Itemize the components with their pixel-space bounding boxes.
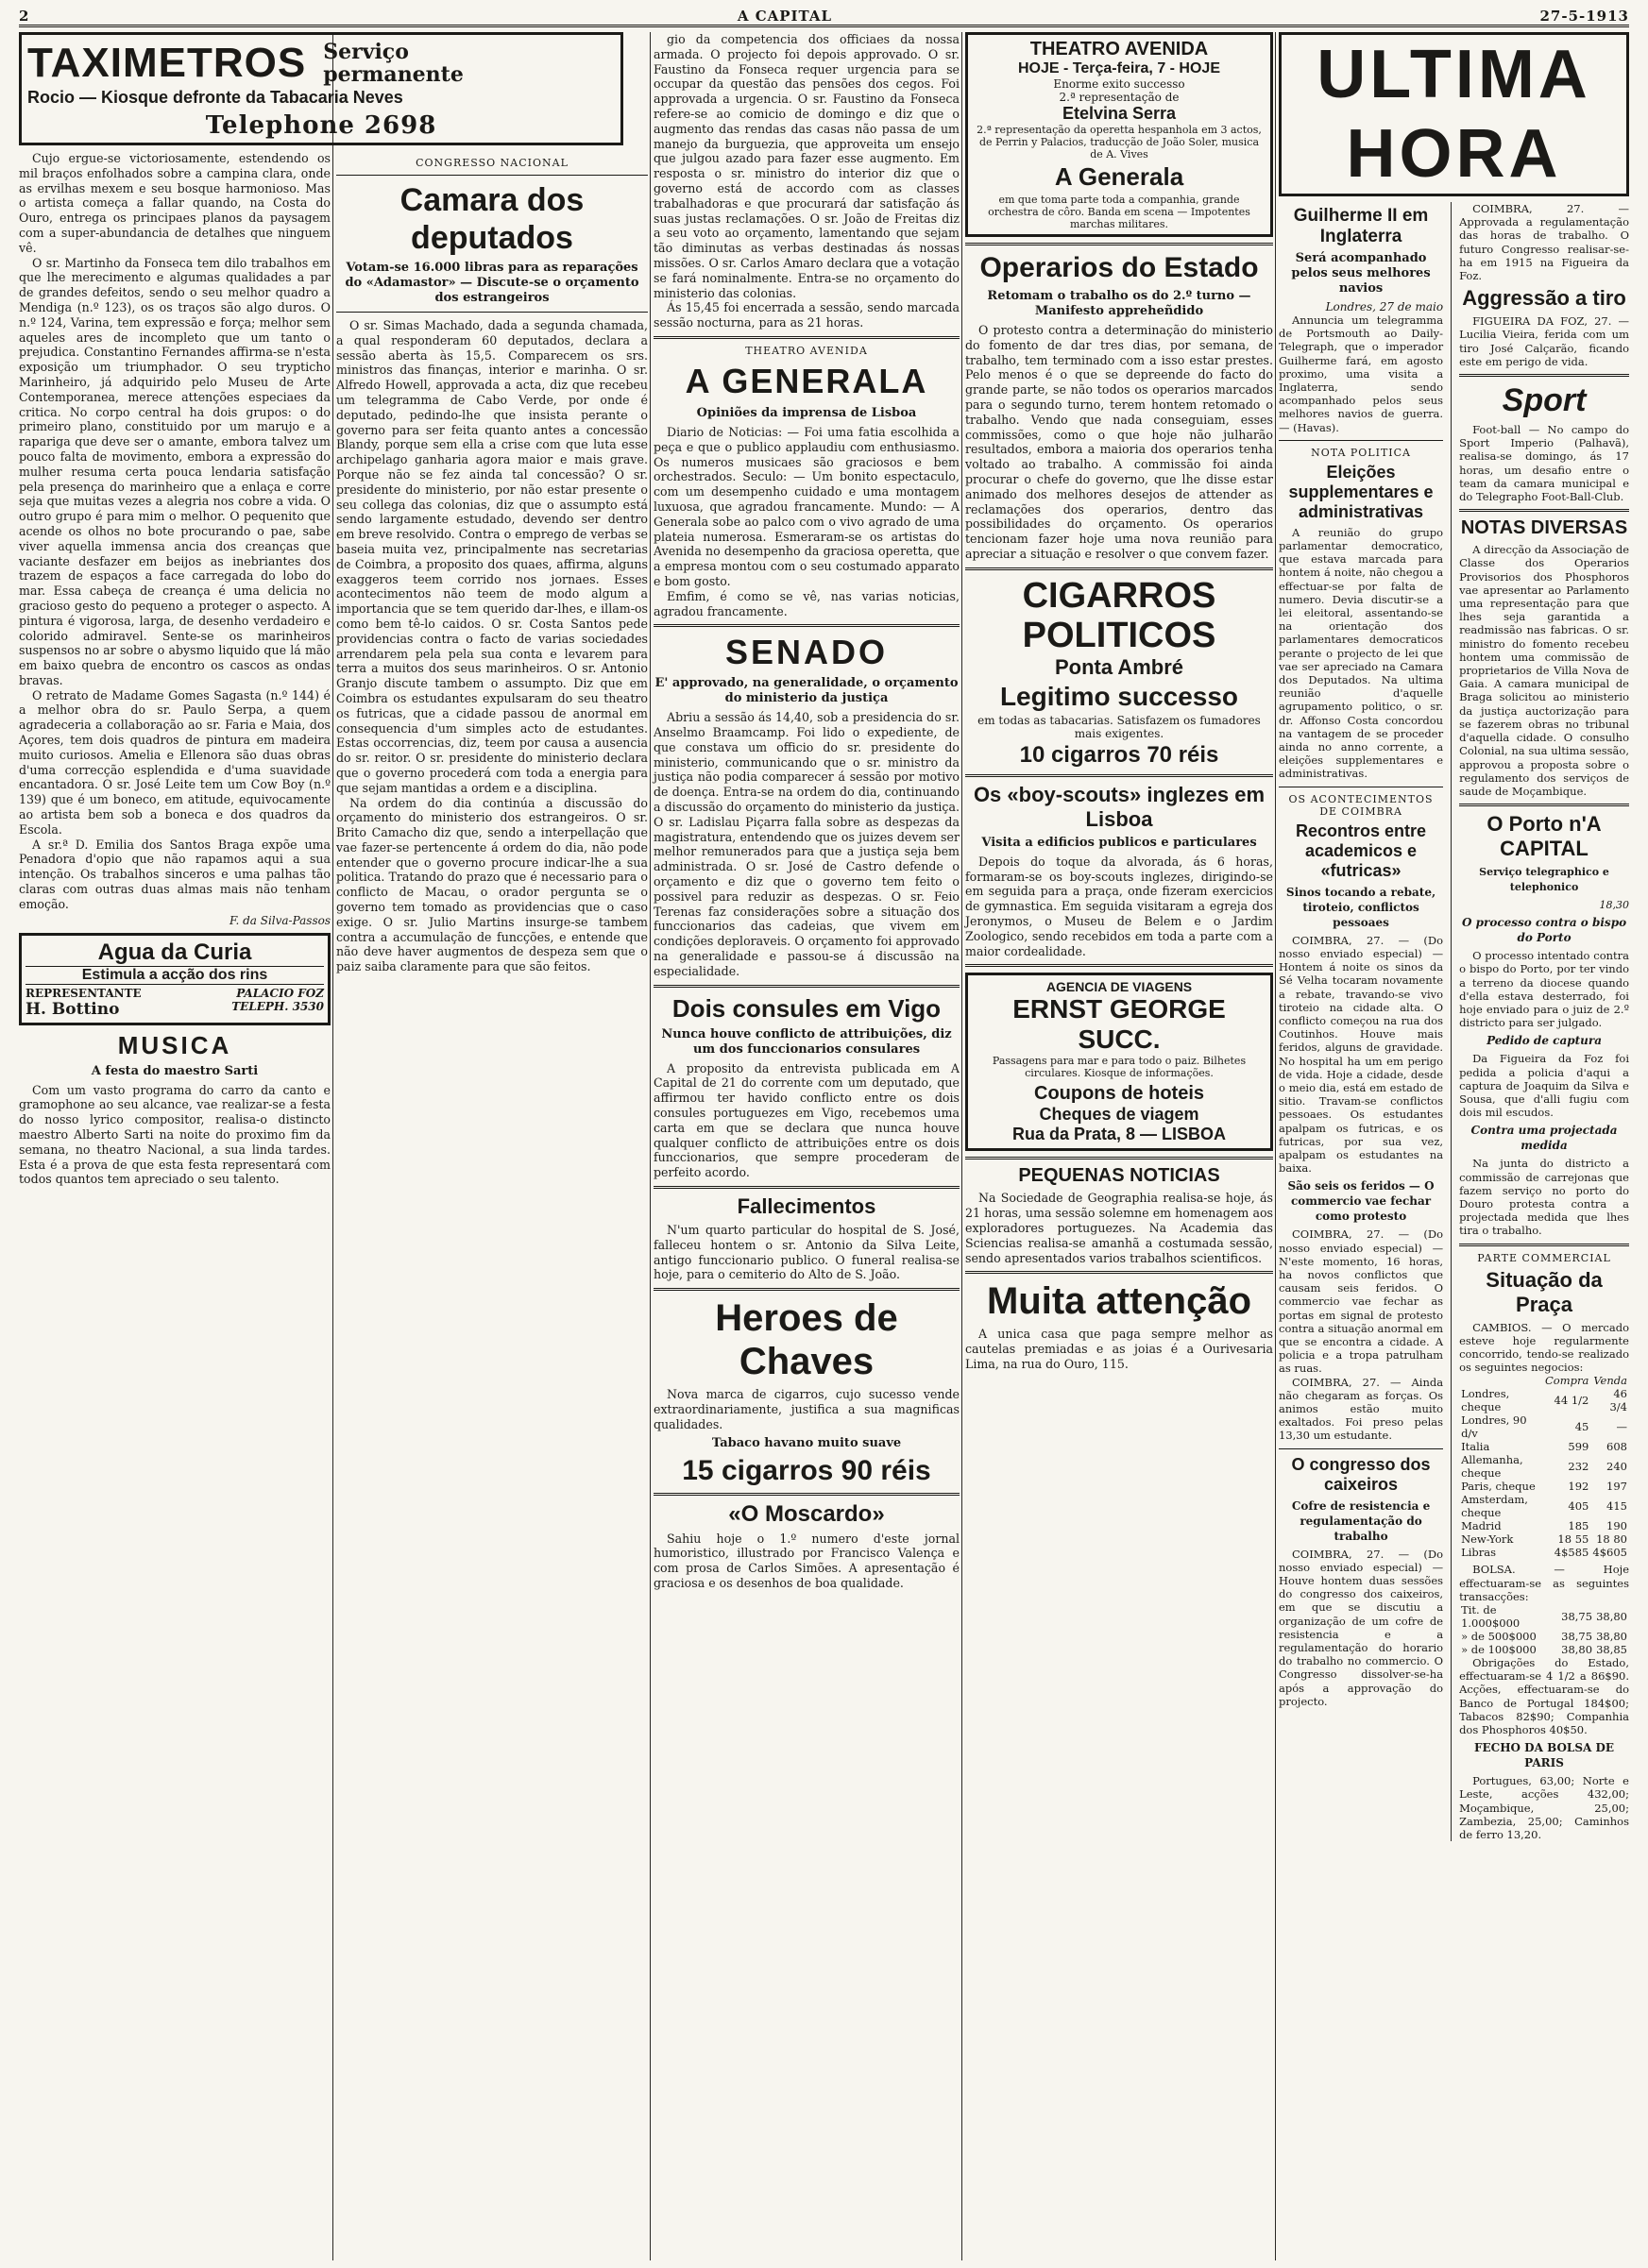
table-cell: Paris, cheque [1461, 1480, 1536, 1494]
table-cell: 192 [1568, 1480, 1589, 1494]
musica-section [19, 1031, 331, 1188]
article-signature: F. da Silva-Passos [229, 913, 331, 927]
feridos-title: São seis os feridos — O commercio vae fechar como protesto [1287, 1179, 1435, 1224]
column-rule [961, 32, 962, 2260]
table-cell: 608 [1606, 1440, 1627, 1454]
article-paragraph: Abriu a sessão ás 14,40, sob a presidencia do sr. Anselmo Braamcamp. Foi lido o expediente, de que constava um officio do sr. presidente do ministerio, communicando que o sr. ministro da justiça não podia comparecer á sessão por motivo de doença. Entra-se na ordem do dia, continuando a discussão do orçamento do ministerio da justiça. O sr. Ladislau Piçarra falla sobre as despezas da magistratura, entendendo que os juizes devem ser melhor remunerados para que a justiça seja bem administrada. O sr. José de Castro defende o orçamento e diz que o governo tem feito o possivel para reduzir as despezas. O sr. Feio Terenas faz considerações sobre a situação dos funccionarios das cadeias, que vivem em condições deploraveis. O orçamento foi approvado na generalidade e passou-se á discussão na especialidade. [654, 710, 960, 978]
table-cell: 38,75 [1561, 1629, 1593, 1643]
fecho-title: FECHO DA BOLSA DE PARIS [1474, 1741, 1615, 1770]
musica-body: Com um vasto programa do carro da canto e gramophone ao seu alcance, vae realizar-se a festa do nosso lyrico compositor, realisa-o distincto maestro Alberto Sarti na noite do proximo fim da semana, no theatro Nacional, a sua linda tardes. Esta é a prova de que esta festa representará com todos quantos tem apreciado o seu talento. [19, 1082, 331, 1187]
column-2 [336, 151, 648, 2260]
aggressao-title: Aggressão a tiro [1462, 286, 1626, 311]
operarios-sub: Retomam o trabalho os do 2.º turno — Manifesto appreheñdido [987, 289, 1251, 318]
porto-time: 18,30 [1599, 899, 1629, 912]
article-paragraph: A direcção da Associação de Classe dos Operarios Provisorios dos Phosphoros vae apresentar ao Parlamento uma representação para que lhes seja garantida a readmissão nas fabricas. O sr. ministro do fomento recebeu hontem uma commissão de proprietarios de Villa Nova de Gaia. A camara municipal de Braga solicitou ao ministerio da justiça auctorização para se fazerem obras no tribunal d'aquella cidade. O consulho Colonial, na sua ultima sessão, approvou a proposta sobre o regulamento dos serviços de saude de Moçambique. [1459, 543, 1629, 798]
taximetros-service: Serviço permanente [323, 40, 464, 87]
agua-rep: REPRESENTANTE [25, 986, 142, 1000]
table-cell: 38,75 [1561, 1609, 1593, 1623]
senado-sub: E' approvado, na generalidade, o orçamento do ministerio da justiça [654, 676, 959, 706]
table-row [1459, 1493, 1629, 1519]
theatro-note: em que toma parte toda a companhia, grande orchestra de côro. Banda em scena — Impotentes marchas militares. [988, 194, 1250, 230]
camara-title: Camara dos deputados [399, 182, 585, 256]
generala-sub: Opiniões da imprensa de Lisboa [696, 405, 917, 420]
theatro-rep: 2.ª representação de [1059, 91, 1180, 104]
cigarros-brand: Ponta Ambré [1054, 654, 1184, 679]
table-row [1459, 1603, 1629, 1630]
article-paragraph: Ás 15,45 foi encerrada a sessão, sendo marcada sessão nocturna, para as 21 horas. [654, 300, 960, 330]
cigarros-ad [965, 576, 1273, 769]
heroes-price: 15 cigarros 90 réis [682, 1454, 931, 1486]
table-cell: 405 [1568, 1499, 1589, 1514]
coimbra-title: Recontros entre academicos e «futricas» [1296, 821, 1427, 880]
camara-sub: Votam-se 16.000 libras para as reparações do «Adamastor» — Discute-se o orçamento dos estrangeiros [345, 261, 639, 305]
table-cell: 415 [1606, 1499, 1627, 1514]
agua-tel: TELEPH. 3530 [231, 999, 324, 1013]
page-number: 2 [19, 8, 30, 25]
article-paragraph: COIMBRA, 27. — (Do nosso enviado especial) — N'este momento, 16 horas, ha novos conflictos que causam seis feridos. O commercio vae fechar as portas em signal de protesto contra a situação anormal em que se encontra a cidade. A policia e a tropa patrulham as ruas. [1279, 1227, 1444, 1376]
taximetros-location: Rocio — Kiosque defronte da Tabacaria Neves [27, 88, 403, 107]
article-exhibition [19, 151, 331, 927]
table-cell: 197 [1606, 1480, 1627, 1494]
ultima-hora-banner: ULTIMA HORA [1279, 32, 1629, 196]
article-paragraph: O protesto contra a determinação do ministerio do fomento de dar tres dias, por semana, de trabalho, tem terminado com a isso estar prestes. Pelo menos é o que se depreende do facto do grande parte, se não todos os operarios marcados para o segundo turno, terem hontem retomado o trabalho. Vendo que nada conseguiam, esses commissões, como o que hoje não julharão resultados, embora a maioria dos operarios tenha voltado ao trabalho. A commissão foi ainda procurar o chefe do governo, que lhe disse estar animado dos melhores desejos de attender as reclamações dos operarios, dentro das possibilidades do orçamento. Os operarios tencionam fazer hoje uma nova reunião para apreciar a situação e resolver o que convem fazer. [965, 323, 1273, 561]
comercial-kicker: PARTE COMMERCIAL [1477, 1251, 1611, 1264]
table-row [1459, 1480, 1629, 1493]
table-cell: 45 [1574, 1420, 1589, 1434]
table-cell: Amsterdam, cheque [1461, 1493, 1528, 1520]
article-paragraph: Na junta do districto a commissão de carrejonas que fazem serviço no porto do Douro protesta contra a projectada medida que lhes tira o trabalho. [1459, 1157, 1629, 1238]
article-paragraph: COIMBRA, 27. — Approvada a regulamentação das horas de trabalho. O futuro Congresso realisar-se-ha em 1915 na Figueira da Foz. [1459, 202, 1629, 283]
porto-title: O Porto n'A CAPITAL [1487, 812, 1602, 861]
article-paragraph: Na ordem do dia continúa a discussão do orçamento do ministerio dos estrangeiros. O sr. Brito Camacho diz que, sendo a interpellação que vae fazer-se pertencente á ordem do dia, não pode entender que o governo procure indicar-lhe a sua politica. Tratando do prazo que é necessario para o conflicto de Macau, o orador pergunta se o governo tem tomado as providencias que o caso exige. O sr. Julio Martins insurge-se tambem contra a accumulação de funcções, e entende que não deve haver augmentos de despeza sem que o paiz saiba claramente para que são feitos. [336, 795, 648, 974]
column-rule [650, 32, 651, 2260]
bolsa-table [1459, 1603, 1629, 1656]
article-paragraph: A reunião do grupo parlamentar democratico, que estava marcada para hontem á noite, não chegou a effectuar-se por falta de numero. Devia discutir-se a lei eleitoral, assentando-se na orientação dos parlamentares democraticos perante o projecto de lei que vae ser apreciado na Camara dos Deputados. Na ultima reunião d'aquelle agrupamento politico, o sr. dr. Affonso Costa concordou na vantagem de se proceder ainda no anno corrente, a eleições supplementares e administrativas. [1279, 525, 1444, 781]
heroes-body: Nova marca de cigarros, cujo sucesso vende extraordinariamente, justifica a sua magnificas qualidades. [654, 1387, 960, 1431]
table-cell: 232 [1568, 1460, 1589, 1474]
table-cell: 38,80 [1596, 1629, 1627, 1643]
table-cell: 18 55 [1557, 1532, 1589, 1547]
column-4 [965, 32, 1273, 2260]
column-3 [654, 32, 960, 2260]
article-paragraph: O processo intentado contra o bispo do Porto, por ter vindo a terreno da diocese quando d'ella estava desterrado, foi hoje enviado para o juiz de 2.º districto para ser julgado. [1459, 949, 1629, 1030]
agencia-body: Passagens para mar e para todo o paiz. Bilhetes circulares. Kiosque de informações. [992, 1055, 1247, 1080]
table-header-cell: Venda [1593, 1374, 1627, 1388]
table-cell: 4$605 [1592, 1546, 1627, 1560]
table-cell: — [1616, 1420, 1627, 1434]
table-row [1459, 1453, 1629, 1480]
article-paragraph: N'um quarto particular do hospital de S. José, falleceu hontem o sr. Antonio da Silva Leite, antigo funccionario publico. O funeral realisa-se hoje, para o cemiterio do Alto de S. João. [654, 1223, 960, 1282]
table-row [1459, 1440, 1629, 1453]
article-paragraph: Da Figueira da Foz foi pedida a policia d'aqui a captura de Joaquim da Silva e Sousa, que d'alli fugiu com dois mil escudos. [1459, 1052, 1629, 1120]
article-paragraph: O sr. Martinho da Fonseca tem dilo trabalhos em que lhe merecimento e algumas qualidades a par de grandes defeitos, sendo o seu melhor quadro a Mendiga (n.º 123), os os traços são algo duros. O n.º 124, Varina, tem expressão e força; melhor sem aqueles ares de incompleto que um tanto o prejudica. Constantino Fernandes affirma-se n'esta exposição um triumphador. O seu trypticho Marinheiro, já adquirido pelo Museu de Arte Contemporanea, merece attenções especiaes da critica. No corpo central ha dois grupos: o do primeiro plano, constituido por um marujo e a rapariga que deve ser o amante, embora talvez um pouco falta de movimento, embora a expressão do mulher resuma certa pouca lendaria satisfação pela presença do marinheiro que a enlaça e corre seja que muitas vezes a alegria nos cobre a vida. O outro grupo é para mim o melhor. O pequenito que acende os olhos no bote procurando o pae, sabe viver aquella immensa ancia dos creanças que vaciante desfazer em beijos as inebriantes dos trazem de espaços a face carregada do lobo do mar. Essa cabeça de creança é uma delicia no gracioso gesto do pequeno a proteger o aspecto. A pintura é vigorosa, larga, de desenho verdadeiro e colorido admiravel. Sente-se os marinheiros suspensos no ar sobre o abysmo liquido que lá mão em baixo quebra de encontro os cascos as ondas bravas. [19, 255, 331, 687]
table-row [1459, 1413, 1629, 1440]
theatro-title: THEATRO AVENIDA [1029, 39, 1209, 59]
column-5 [1279, 32, 1629, 2260]
article-paragraph: Cujo ergue-se victoriosamente, estendendo os mil braços enfolhados sobre a campina clara, onde as ervilhas mexem e seu bosque harmonioso. Mas o artista começa a fallar quando, na Costa do Ouro, entrega os principaes planos da paysagem com a super-abundancia de detalhes que ninguem vê. [19, 151, 331, 255]
guilherme-sub: Será acompanhado pelos seus melhores navios [1291, 251, 1431, 296]
column-1 [19, 32, 464, 2260]
issue-date: 27-5-1913 [1539, 8, 1629, 25]
article-paragraph: Emfim, é como se vê, nas varias noticias, agradou francamente. [654, 588, 960, 618]
table-cell: 44 1/2 [1554, 1394, 1589, 1408]
theatro-success: Enorme exito successo [1053, 77, 1185, 91]
table-cell: Tit. de 1.000$000 [1461, 1602, 1521, 1630]
agua-agent: H. Bottino [25, 999, 120, 1019]
table-row [1459, 1643, 1629, 1656]
operarios-title: Operarios do Estado [979, 252, 1259, 283]
generala-title: A GENERALA [685, 361, 928, 400]
coupons-title: Coupons de hoteis [1034, 1083, 1204, 1105]
article-paragraph: FIGUEIRA DA FOZ, 27. — Lucilia Vieira, ferida com um tiro José Calçarão, ficando este em perigo de vida. [1459, 314, 1629, 368]
table-cell: 38,80 [1596, 1609, 1627, 1623]
agencia-title: AGENCIA DE VIAGENS [1045, 979, 1193, 995]
porto-h2: Pedido de captura [1487, 1034, 1602, 1048]
senado-title: SENADO [724, 633, 889, 672]
table-cell: 185 [1568, 1519, 1589, 1533]
taximetros-title: TAXIMETROS [27, 40, 307, 86]
table-cell: » de 100$000 [1461, 1642, 1537, 1656]
theatro-avenida-ad [965, 32, 1273, 237]
heroes-ad: Tabaco havano muito suave [711, 1435, 902, 1450]
scouts-title: Os «boy-scouts» inglezes em Lisboa [973, 782, 1266, 831]
theatro-today: HOJE - Terça-feira, 7 - HOJE [1018, 60, 1220, 76]
bolsa-title: BOLSA. — Hoje effectuaram-se as seguintes transacções: [1459, 1563, 1629, 1603]
comercial-title: Situação da Praça [1486, 1267, 1603, 1316]
sport-title: Sport [1502, 382, 1587, 419]
article-paragraph: CAMBIOS. — O mercado esteve hoje regularmente concorrido, tendo-se realizado os seguintes negocios: [1459, 1320, 1629, 1375]
table-cell: 18 80 [1596, 1532, 1627, 1547]
article-paragraph: Foot-ball — No campo do Sport Imperio (Palhavã), realisa-se domingo, ás 17 horas, um desafio entre o team da camara municipal e do Telegrapho Foot-Ball-Club. [1459, 423, 1629, 504]
consules-sub: Nunca houve conflicto de attribuições, diz um dos funccionarios consulares [661, 1026, 952, 1057]
column-rule [1275, 32, 1276, 2260]
falecimentos-title: Fallecimentos [737, 1194, 876, 1219]
table-cell: Italia [1461, 1440, 1490, 1454]
table-cell: Madrid [1461, 1519, 1502, 1533]
table-row [1459, 1546, 1629, 1559]
agua-title: Agua da Curia [97, 939, 252, 965]
theatro-info: 2.ª representação da operetta hespanhola em 3 actos, de Perrin y Palacios, traducção de João Soler, musica de A. Vives [977, 124, 1262, 161]
coupons-sub: Cheques de viagem [1039, 1105, 1199, 1125]
coimbra-sub: Sinos tocando a rebate, tiroteio, conflictos pessoaes [1285, 885, 1436, 929]
moscardo-title: «O Moscardo» [728, 1500, 885, 1527]
agua-addr: PALACIO FOZ [236, 986, 324, 1000]
agencia-ad [965, 973, 1273, 1151]
cigarros-title: CIGARROS POLITICOS [1022, 575, 1216, 655]
article-paragraph: Obrigações do Estado, effectuaram-se 4 1/2 a 86$90. Acções, effectuaram-se do Banco de Portugal 184$00; Tabacos 82$90; Companhia dos Phosphoros 40$50. [1459, 1655, 1629, 1736]
congresso-kicker: CONGRESSO NACIONAL [416, 157, 569, 169]
musica-sub: A festa do maestro Sarti [91, 1063, 259, 1078]
heroes-title: Heroes de Chaves [715, 1297, 898, 1383]
column-rule [332, 32, 333, 2260]
table-row [1459, 1519, 1629, 1532]
table-cell: 38,85 [1596, 1642, 1627, 1656]
article-paragraph: COIMBRA, 27. — Ainda não chegaram as forças. Os animos estão muito exaltados. Foi preso pelas 13,30 um estudante. [1279, 1375, 1444, 1443]
table-cell: 190 [1606, 1519, 1627, 1533]
consules-title: Dois consules em Vigo [671, 993, 942, 1023]
cigarros-note: em todas as tabacarias. Satisfazem os fumadores mais exigentes. [977, 713, 1261, 740]
notas-title: NOTAS DIVERSAS [1460, 517, 1628, 539]
cigarros-claim: Legitimo successo [999, 681, 1239, 711]
theatre-kicker: THEATRO AVENIDA [745, 344, 868, 357]
article-paragraph: COIMBRA, 27. — (Do nosso enviado especial) — Hontem á noite os sinos da Sé Velha tocaram novamente a rebate, travando-se vivo tiroteio na cidade alta. O conflicto começou na rua dos Coutinhos. Houve mais feridos, alguns de gravidade. No hospital ha um em perigo de vida. Hoje a cidade, desde o meio dia, está em estado de sitio. Travam-se conflictos pessoaes. Os estudantes apalpam os futricas, e os futricas, por sua vez, apalpam os estudantes na baixa. [1279, 933, 1444, 1176]
article-paragraph: gio da competencia dos officiaes da nossa armada. O projecto foi depois approvado. O sr. Faustino da Fonseca requer urgencia para se occupar da questão das pensões dos cegos. Foi approvada a urgencia. O sr. Faustino da Fonseca refere-se ao comicio de domingo e diz que o augmento das rendas das casas não passa de um manejo da burguezia, que approveita um ensejo que julgou azado para fazer esse augmento. Em resposta o sr. ministro do interior diz que o governo está de accordo com as classes trabalhadoras e que procurará dar satisfação ás suas justas reclamações. O sr. João de Freitas diz a seu voto ao orçamento, lamentando que sejam tão diminutas as verbas destinadas ás nossas missões. O sr. Carlos Amaro declara que a votação se fará nominalmente. Entra-se no orçamento do ministerio das colonias. [654, 32, 960, 300]
table-row [1459, 1630, 1629, 1643]
guilherme-title: Guilherme II em Inglaterra [1293, 206, 1429, 246]
article-paragraph: Annuncia um telegramma de Portsmouth ao Daily-Telegraph, que o imperador Guilherme fará, em agosto proximo, uma visita a Inglaterra, sendo acompanhado pelos seus melhores navios de guerra. — (Havas). [1279, 313, 1444, 434]
pequenas-title: PEQUENAS NOTICIAS [1018, 1165, 1220, 1187]
table-row [1459, 1387, 1629, 1413]
article-paragraph: A unica casa que paga sempre melhor as cautelas premiadas e as joias é a Ourivesaria Lima, na rua do Ouro, 115. [965, 1327, 1273, 1371]
taximetros-phone: Telephone 2698 [205, 111, 437, 140]
theatro-play: A Generala [1054, 162, 1184, 191]
table-cell: Libras [1461, 1546, 1496, 1560]
table-cell: » de 500$000 [1461, 1629, 1537, 1643]
newspaper-title: A CAPITAL [737, 8, 833, 25]
scouts-sub: Visita a edificios publicos e particulares [981, 835, 1257, 850]
article-paragraph: A sr.ª D. Emilia dos Santos Braga expõe uma Penadora d'opio que não rapamos aqui a sua intenção. Os trabalhos sinceros e uma palhas tão claras com outras duas almas mais não tenham emoção. [19, 837, 331, 911]
article-paragraph: O retrato de Madame Gomes Sagasta (n.º 144) é a melhor obra do sr. Paulo Serpa, a quem agradeceria a collaboração ao sr. Faria e Maia, dos Açores, tem dois quadros de pintura em madeira muito curiosos. Amelia e Ellenora são duas obras d'uma correcção esplendida e d'uma suavidade encantadora. O sr. José Leite tem um Cow Boy (n.º 139) que é um boneco, em atitude, equivocamente ao artista bem sob a boneca e dos quadros da Escola. [19, 687, 331, 837]
coimbra-kicker: OS ACONTECIMENTOS DE COIMBRA [1288, 792, 1434, 818]
table-cell: 46 3/4 [1609, 1387, 1627, 1414]
table-cell: 240 [1606, 1460, 1627, 1474]
article-paragraph: Sahiu hoje o 1.º numero d'este jornal humoristico, illustrado por Francisco Valença e com prosa de Carlos Simões. A apresentação é graciosa e os desenhos de boa qualidade. [654, 1531, 960, 1590]
nota-title: Eleições supplementares e administrativas [1288, 462, 1434, 521]
table-cell: 38,80 [1561, 1642, 1593, 1656]
porto-sub: Serviço telegraphico e telephonico [1479, 866, 1609, 894]
article-paragraph: Na Sociedade de Geographia realisa-se hoje, ás 21 horas, uma sessão solemne em homenagem aos exploradores portuguezes. Na Academia das Sciencias realisa-se amanhã a costumada sessão, sendo apresentados varios trabalhos scientificos. [965, 1191, 1273, 1265]
article-paragraph: Depois do toque da alvorada, ás 6 horas, formaram-se os boy-scouts inglezes, dirigindo-se em seguida para a praça, onde fizeram exercicios de gymnastica. Em seguida visitaram a egreja dos Jeronymos, o Museu de Belem e o Jardim Zoologico, sendo recebidos em toda a parte com a maior cordealidade. [965, 854, 1273, 958]
theatro-star: Etelvina Serra [1062, 104, 1177, 123]
table-cell: Londres, 90 d/v [1461, 1413, 1527, 1441]
guilherme-dateline: Londres, 27 de maio [1325, 300, 1444, 313]
table-header-cell: Compra [1545, 1374, 1589, 1388]
nota-kicker: NOTA POLITICA [1311, 446, 1411, 459]
agencia-name: ERNST GEORGE SUCC. [1012, 994, 1226, 1055]
table-cell: 599 [1568, 1440, 1589, 1454]
article-paragraph: COIMBRA, 27. — (Do nosso enviado especial) — Houve hontem duas sessões do congresso dos caixeiros, em que se discutiu a organização de um cofre de resistencia e a regulamentação do horario do trabalho no commercio. O Congresso dissolver-se-ha após a approvação do projecto. [1279, 1547, 1444, 1708]
masthead [19, 6, 1629, 27]
coupons-addr: Rua da Prata, 8 — LISBOA [1011, 1125, 1227, 1144]
agua-sub: Estimula a acção dos rins [25, 966, 324, 985]
exchange-table [1459, 1374, 1629, 1559]
caixeiros-title: O congresso dos caixeiros [1291, 1454, 1431, 1494]
muita-title: Muita attenção [986, 1280, 1252, 1323]
article-paragraph: Diario de Noticias: — Foi uma fatia escolhida a peça e que o publico applaudiu com enthusiasmo. Os numeros musicaes são graciosos e bem orchestrados. Seculo: — Um bonito espectaculo, com um desempenho cuidado e uma montagem luxuosa, que agradou francamente. Mundo: — A Generala sobe ao palco com o vivo agrado de uma plateia numerosa. Esmeraram-se os artistas do Avenida no desempenho da graciosa operetta, que a empresa montou com o seu costumado apparato e bom gosto. [654, 424, 960, 588]
table-cell: Allemanha, cheque [1461, 1453, 1523, 1481]
table-cell: Londres, cheque [1461, 1387, 1510, 1414]
table-header-cell [1459, 1374, 1543, 1387]
article-paragraph: Portugues, 63,00; Norte e Leste, acções 432,00; Moçambique, 25,00; Zambezia, 25,00; Caminhos de ferro 13,20. [1459, 1774, 1629, 1842]
taximetros-ad [19, 32, 623, 145]
caixeiros-sub: Cofre de resistencia e regulamentação do trabalho [1291, 1498, 1431, 1543]
table-row [1459, 1532, 1629, 1546]
agua-curia-ad [19, 933, 331, 1025]
porto-h3: Contra uma projectada medida [1470, 1124, 1618, 1153]
table-cell: 4$585 [1554, 1546, 1589, 1560]
cigarros-price: 10 cigarros 70 réis [1019, 741, 1219, 768]
porto-h1: O processo contra o bispo do Porto [1461, 916, 1627, 945]
table-cell: New-York [1461, 1532, 1514, 1547]
table-header-row [1459, 1374, 1629, 1387]
article-paragraph: A proposito da entrevista publicada em A Capital de 21 do corrente com um deputado, que affirmou ter havido conflicto entre os dois consules portuguezes em Vigo, recebemos uma carta em que se declara que nunca houve qualquer conflicto de attribuições entre os dois funccionarios, que sempre procederam de perfeito acordo. [654, 1060, 960, 1180]
article-paragraph: O sr. Simas Machado, dada a segunda chamada, a qual responderam 60 deputados, declara a sessão aberta às 15,5. Comparecem os srs. ministros das finanças, interior e marinha. O sr. Alfredo Howell, approvada a acta, diz que recebeu um telegramma de Cabo Verde, por onde é deputado, pedindo-lhe que insista perante o governo para ser feita quanto antes a concessão Blandy, porque sem ella a crise com que luta esse archipelago ganharia agora maior e mais grave. Porque não se fez ainda tal concessão? O sr. presidente do ministerio, por não estar presente o seu collega das colonias, diz que o assumpto está sendo largamente estudado, devendo ser dentro em breve resolvido. Contra o emprego de verbas se baseia muita vez, principalmente nas secretarias de Coimbra, a proposito dos quaes, affirma, alguns exaggeros teem corrido nos jornaes. Esses acontecimentos não teem de modo algum a importancia que se tem querido dar-lhes, e illam-os como bem tê-lo caidos. O sr. Costa Santos pede providencias contra o facto de varias sociedades arrendarem pela pela sua conta e levarem para terra a muitos dos seus marinheiros. O sr. Antonio Granjo discute tambem o assumpto. Diz que em Coimbra os estudantes expulsaram do seu theatro os futricas, que a cidade passou de anormal em consequencia d'um simples acto de estudantes. Estas occorrencias, diz, teem por causa a ausencia do sr. reitor. O sr. presidente do ministerio declara que o governo procederá com toda a energia para que sejam mantidas a ordem e a disciplina. [336, 318, 648, 795]
musica-title: MUSICA [117, 1030, 232, 1059]
